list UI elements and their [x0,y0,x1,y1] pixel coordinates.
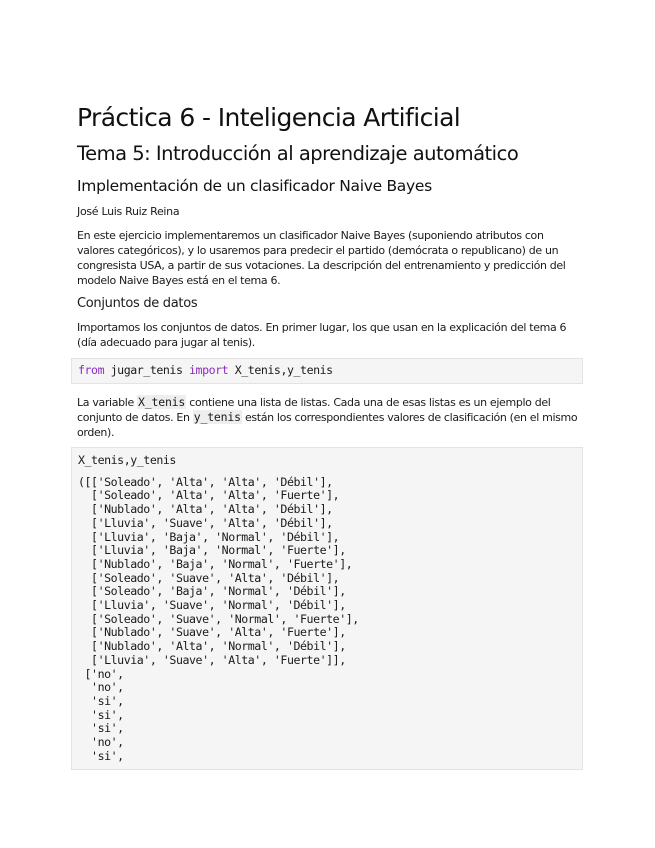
output-line: ['Nublado', 'Suave', 'Alta', 'Fuerte'], [78,625,346,640]
cell-input-line: X_tenis,y_tenis [78,453,176,467]
keyword-from: from [78,363,105,377]
intro-line: modelo Naive Bayes está en el tema 6. [77,274,281,287]
output-line: ['no', [78,666,124,681]
datasets-line: (día adecuado para jugar al tenis). [77,336,255,349]
output-line: ['Lluvia', 'Baja', 'Normal', 'Fuerte'], [78,543,346,558]
datasets-paragraph [77,320,584,350]
intro-line: congresista USA, a partir de sus votaciones. La descripción del entrenamiento y predicción del [77,259,566,272]
text-fragment: contiene una lista de listas. Cada una de esas listas es un ejemplo del [186,396,551,409]
module-name: jugar_tenis [104,363,190,377]
subsection-heading: Conjuntos de datos [77,296,198,311]
variable-line: orden). [77,426,115,439]
text-fragment: La variable [77,396,138,409]
output-code-cell[interactable] [71,447,583,770]
inline-code-x-tenis: X_tenis [138,395,186,409]
output-line: 'si', [78,707,124,722]
output-line: ['Lluvia', 'Baja', 'Normal', 'Débil'], [78,529,340,544]
page-title: Práctica 6 - Inteligencia Artificial [77,103,461,132]
output-line: ['Soleado', 'Baja', 'Normal', 'Débil'], [78,584,346,599]
output-line: 'si', [78,721,124,736]
intro-line: En este ejercicio implementaremos un clasificador Naive Bayes (suponiendo atributos con [77,229,544,242]
datasets-line: Importamos los conjuntos de datos. En primer lugar, los que usan en la explicación del tema 6 [77,321,567,334]
output-line: 'no', [78,680,124,695]
variable-paragraph [77,395,584,440]
output-line: ['Lluvia', 'Suave', 'Alta', 'Débil'], [78,515,333,530]
output-line: ['Nublado', 'Baja', 'Normal', 'Fuerte'], [78,556,353,571]
variable-line [77,395,584,410]
output-line: ['Lluvia', 'Suave', 'Normal', 'Débil'], [78,598,346,613]
output-line: 'no', [78,735,124,750]
output-line: ['Soleado', 'Suave', 'Alta', 'Débil'], [78,570,340,585]
output-line: 'si', [78,693,124,708]
import-code [78,364,582,378]
variable-line [77,410,584,425]
output-line: ['Lluvia', 'Suave', 'Alta', 'Fuerte']], [78,652,346,667]
output-line: ['Nublado', 'Alta', 'Normal', 'Débil'], [78,639,346,654]
page-subtitle: Tema 5: Introducción al aprendizaje automático [77,142,519,165]
output-line: 'si', [78,748,124,763]
inline-code-y-tenis: y_tenis [193,410,241,424]
intro-paragraph [77,228,584,288]
output-line: ['Soleado', 'Suave', 'Normal', 'Fuerte'], [78,611,359,626]
imported-names: X_tenis,y_tenis [228,363,333,377]
cell-output [78,476,582,764]
text-fragment: están los correspondientes valores de clasificación (en el mismo [241,411,578,424]
text-fragment: conjunto de datos. En [77,411,193,424]
import-code-cell[interactable] [71,358,583,384]
section-heading: Implementación de un clasificador Naive Bayes [77,177,432,195]
output-line: ([['Soleado', 'Alta', 'Alta', 'Débil'], [78,474,333,489]
author-name: José Luis Ruiz Reina [77,205,180,218]
output-line: ['Nublado', 'Alta', 'Alta', 'Débil'], [78,502,333,517]
intro-line: valores categóricos), y lo usaremos para predecir el partido (demócrata o republicano) de un [77,244,559,257]
keyword-import: import [189,363,229,377]
output-line: ['Soleado', 'Alta', 'Alta', 'Fuerte'], [78,488,340,503]
